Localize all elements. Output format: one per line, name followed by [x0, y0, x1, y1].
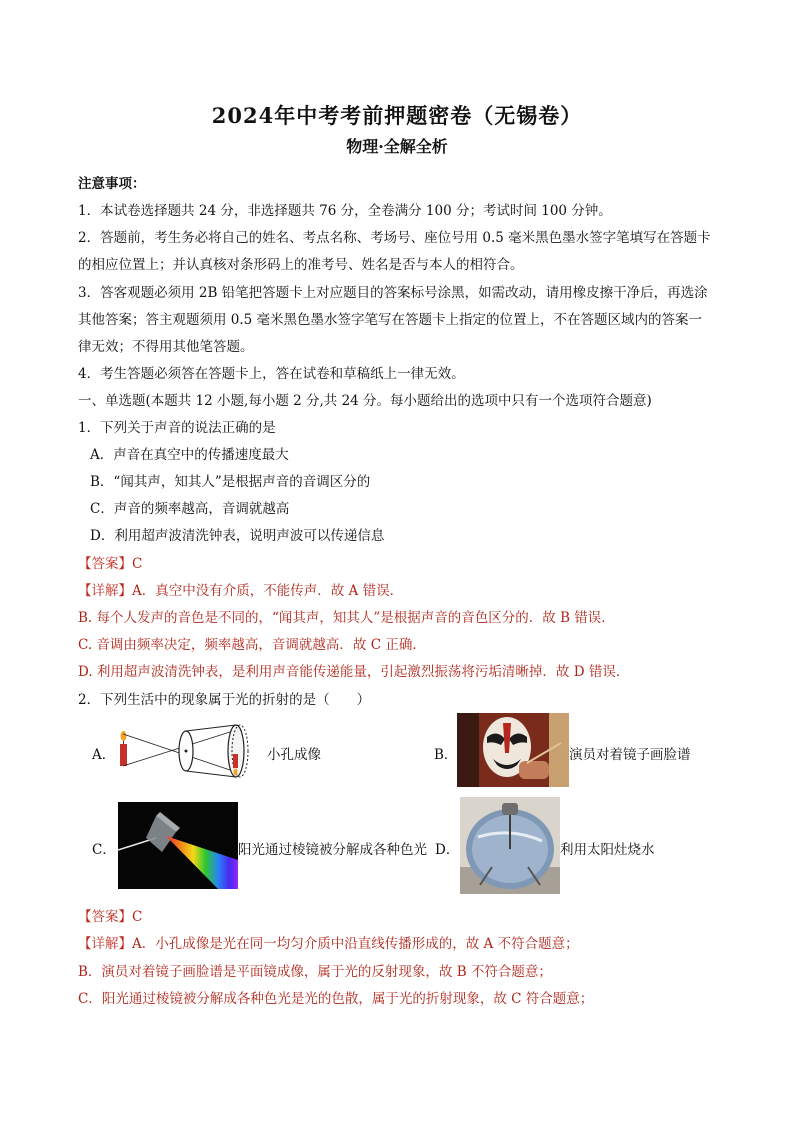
q1-option-a: A．声音在真空中的传播速度最大 [90, 447, 289, 463]
page-subtitle: 物理·全解全析 [346, 137, 448, 156]
answer-value: C [132, 909, 143, 925]
q1-stem: 1．下列关于声音的说法正确的是 [78, 420, 276, 436]
q1-answer [78, 552, 142, 572]
q1-option-b: B．“闻其声，知其人”是根据声音的音调区分的 [90, 474, 371, 490]
pinhole-camera-diagram [114, 722, 264, 780]
page-title: 2024年中考考前押题密卷（无锡卷） [211, 103, 583, 128]
prism-dispersion-photo [118, 802, 238, 889]
q2-option-b-text: 演员对着镜子画脸谱 [569, 747, 691, 763]
q2-answer [78, 905, 142, 925]
q1-detail: B. 每个人发声的音色是不同的，“闻其声，知其人”是根据声音的音色区分的．故 B 错误． [78, 610, 615, 626]
notice-item: 2．答题前，考生务必将自己的姓名、考点名称、考场号、座位号用 0.5 毫米黑色墨水签字笔填写在答题卡 [78, 230, 711, 246]
q2-stem: 2．下列生活中的现象属于光的折射的是（ ） [78, 692, 371, 708]
q1-option-d: D．利用超声波清洗钟表，说明声波可以传递信息 [90, 528, 385, 544]
detail-text: A．真空中没有介质，不能传声．故 A 错误． [132, 583, 404, 599]
q1-detail: C. 音调由频率决定，频率越高，音调就越高．故 C 正确． [78, 637, 426, 653]
q2-option-d-letter: D． [435, 842, 460, 858]
q2-detail: B．演员对着镜子画脸谱是平面镜成像，属于光的反射现象，故 B 不符合题意； [78, 964, 552, 980]
notice-heading: 注意事项： [78, 176, 146, 192]
detail-tag: 【详解】 [78, 583, 132, 599]
q1-option-c: C．声音的频率越高，音调就越高 [90, 501, 290, 517]
q1-detail-first [78, 579, 403, 599]
notice-item: 的相应位置上；并认真核对条形码上的准考号、姓名是否与本人的相符合。 [78, 257, 524, 273]
notice-item: 律无效；不得用其他笔答题。 [78, 339, 254, 355]
q2-option-d-text: 利用太阳灶烧水 [560, 842, 655, 858]
answer-value: C [132, 556, 143, 572]
q2-option-c-letter: C． [92, 842, 116, 858]
notice-item: 其他答案；答主观题须用 0.5 毫米黑色墨水签字笔写在答题卡上指定的位置上，不在答题区域内的答案一 [78, 312, 703, 328]
q2-option-b-letter: B． [434, 747, 458, 763]
notice-item: 1．本试卷选择题共 24 分，非选择题共 76 分，全卷满分 100 分；考试时间 100 分钟。 [78, 203, 612, 219]
q2-detail: C．阳光通过棱镜被分解成各种色光是光的色散，属于光的折射现象，故 C 符合题意； [78, 991, 594, 1007]
answer-tag: 【答案】 [78, 909, 132, 925]
detail-text: A．小孔成像是光在同一均匀介质中沿直线传播形成的，故 A 不符合题意； [132, 936, 579, 952]
notice-item: 4．考生答题必须答在答题卡上，答在试卷和草稿纸上一律无效。 [78, 366, 465, 382]
q2-option-c-text: 阳光通过棱镜被分解成各种色光 [238, 842, 427, 858]
q1-detail: D. 利用超声波清洗钟表，是利用声音能传递能量，引起激烈振荡将污垢清晰掉．故 D 错误． [78, 664, 630, 680]
q2-detail-first [78, 932, 579, 952]
q2-option-a-letter: A． [92, 747, 116, 763]
solar-cooker-photo [460, 797, 560, 894]
detail-tag: 【详解】 [78, 936, 132, 952]
q2-option-a-text: 小孔成像 [267, 747, 321, 763]
answer-tag: 【答案】 [78, 556, 132, 572]
notice-item: 3．答客观题必须用 2B 铅笔把答题卡上对应题目的答案标号涂黑，如需改动，请用橡皮擦干净后，再选涂 [78, 285, 708, 301]
section-heading: 一、单选题(本题共 12 小题,每小题 2 分,共 24 分。每小题给出的选项中只有一个选项符合题意) [78, 393, 652, 409]
opera-mask-photo [457, 713, 569, 787]
